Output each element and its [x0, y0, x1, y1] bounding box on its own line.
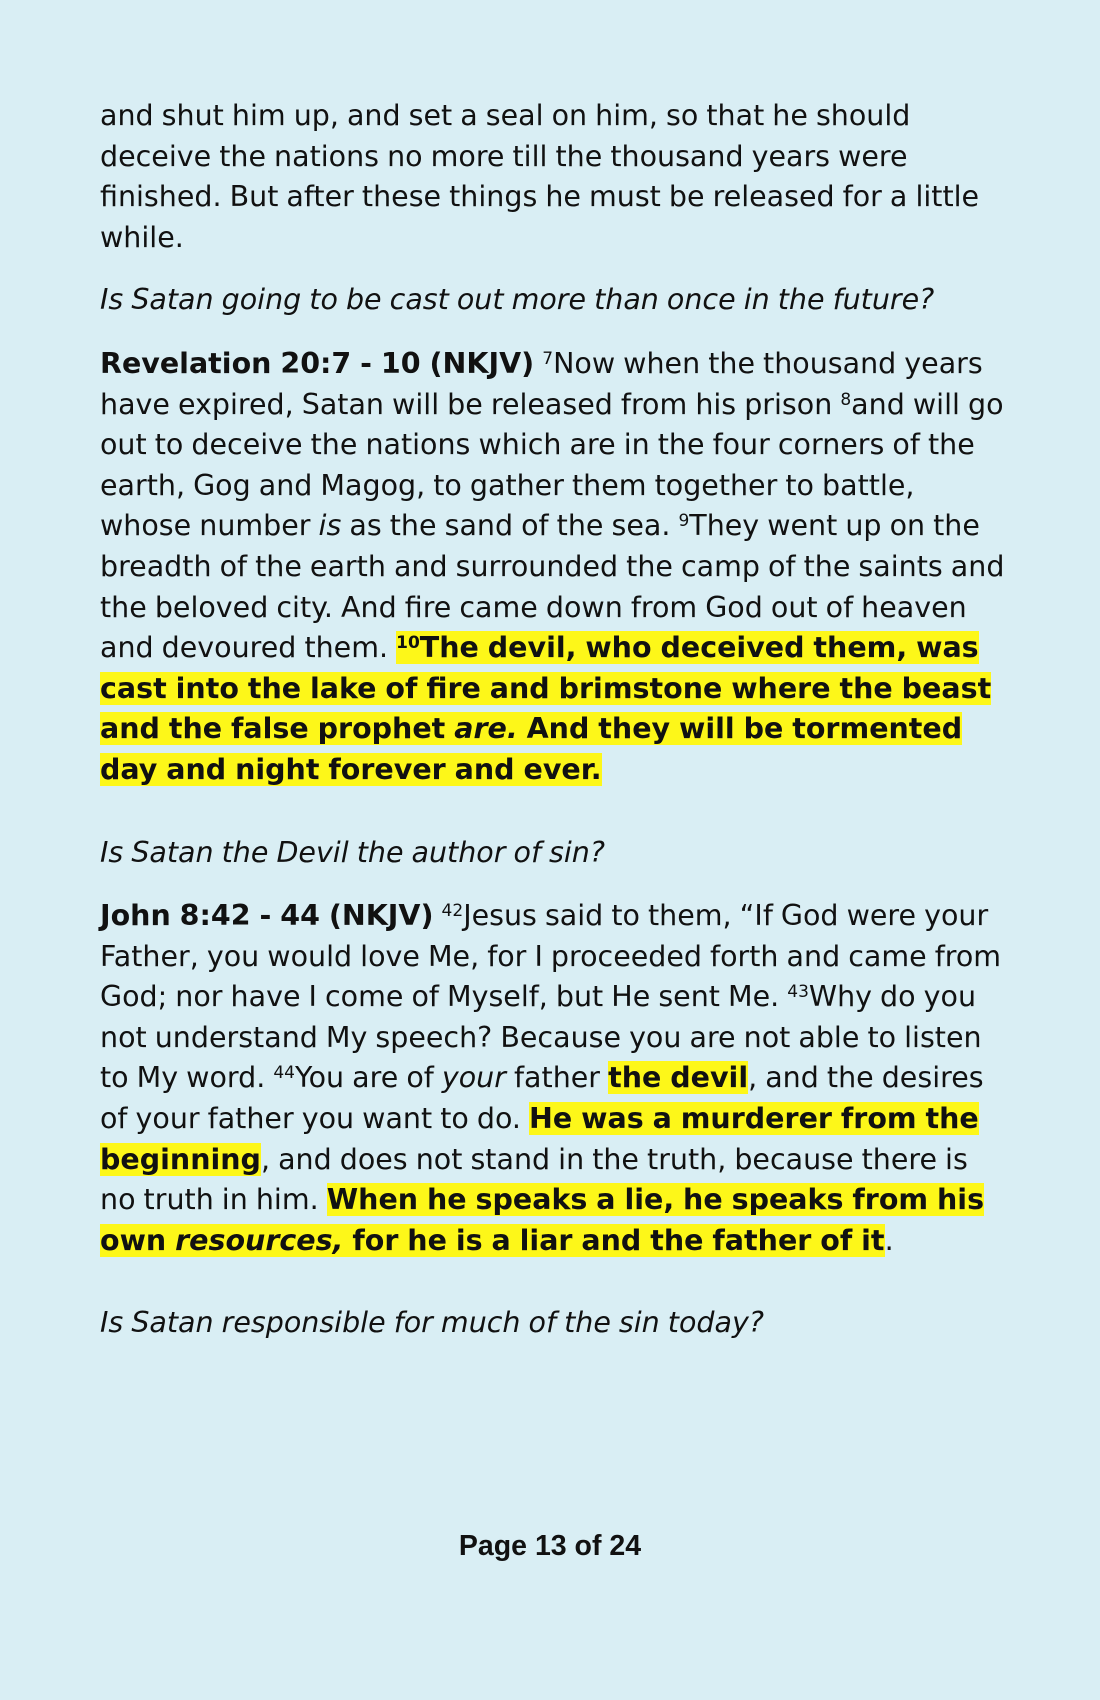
verse-number: 44	[273, 1063, 295, 1084]
highlighted-text: for he is a liar and the father of it	[343, 1223, 885, 1257]
page-number-footer: Page 13 of 24	[458, 1530, 642, 1562]
scripture-revelation-20	[100, 344, 1005, 791]
page-content	[100, 96, 1005, 1344]
highlighted-text: And they will be tormented day and night forever and ever.	[100, 712, 963, 786]
verse-number: 42	[441, 901, 464, 922]
highlighted-phrase: He was a murderer from the beginning	[100, 1102, 979, 1176]
verse-italic-word: is	[318, 509, 342, 543]
study-question-3: Is Satan responsible for much of the sin today?	[100, 1306, 764, 1340]
verse-text: Why do you not understand My speech? Because you are not able to listen to My word.	[100, 980, 982, 1095]
highlighted-text: The devil, who deceived them, was cast into the lake of fire and brimstone where the beast and the false prophet	[100, 631, 992, 746]
verse-text: .	[884, 1223, 894, 1257]
verse-text: father	[505, 1061, 609, 1095]
verse-text: You are of	[295, 1061, 442, 1095]
study-question-1: Is Satan going to be cast out more than once in the future?	[100, 283, 935, 317]
verse-number: 9	[678, 511, 690, 532]
highlighted-italic-word: resources,	[175, 1223, 344, 1257]
study-question-2: Is Satan the Devil the author of sin?	[100, 835, 605, 869]
verse-text: as the sand of the sea.	[341, 509, 679, 543]
highlighted-italic-word: are.	[454, 712, 518, 746]
scripture-john-8	[100, 896, 1005, 1261]
scripture-reference: Revelation 20:7 - 10 (NKJV)	[100, 346, 535, 380]
highlighted-phrase: the devil	[608, 1061, 749, 1095]
verse-text: , and the desires of your father you want to do.	[100, 1061, 984, 1136]
verse-text: and will go out to deceive the nations which are in the four corners of the earth, Gog and Magog, to gather them together to battle, whose number	[100, 387, 1004, 543]
verse-number: 7	[542, 348, 554, 369]
verse-italic-word: your	[441, 1061, 506, 1095]
paragraph-continuation: and shut him up, and set a seal on him, so that he should deceive the nations no more till the thousand years were finished. But after these things he must be released for a little while.	[100, 99, 980, 254]
verse-number: 10	[396, 633, 420, 654]
verse-text: , and does not stand in the truth, because there is no truth in him.	[100, 1142, 968, 1217]
scripture-reference: John 8:42 - 44 (NKJV)	[100, 899, 434, 933]
verse-text: They went up on the breadth of the earth and surrounded the camp of the saints and the beloved city. And fire came down from God out of heaven and devoured them.	[100, 509, 1005, 665]
verse-text: Jesus said to them, “If God were your Father, you would love Me, for I proceeded forth and came from God; nor have I come of Myself, but He sent Me.	[100, 899, 1002, 1014]
verse-number: 43	[787, 982, 809, 1003]
highlighted-text: When he speaks a lie, he speaks from his own	[100, 1183, 985, 1257]
verse-number: 8	[840, 389, 852, 410]
verse-text: Now when the thousand years have expired, Satan will be released from his prison	[100, 346, 983, 421]
